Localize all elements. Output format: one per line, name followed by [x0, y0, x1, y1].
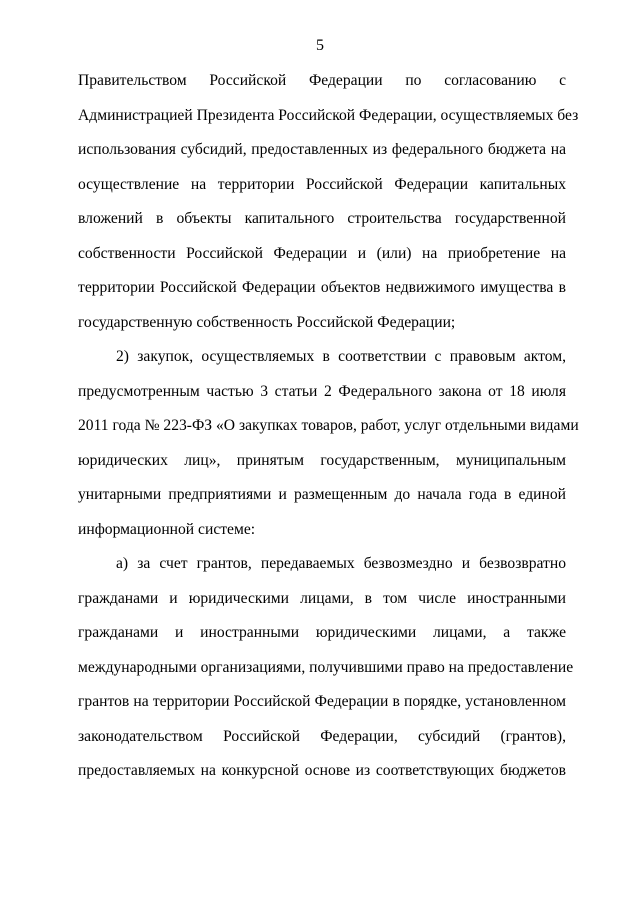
- text-line: международными организациями, получившими право на предоставление: [78, 658, 574, 676]
- text-line: юридических лиц», принятым государственным, муниципальным: [78, 451, 566, 469]
- page-number: 5: [316, 37, 324, 54]
- text-line: вложений в объекты капитального строительства государственной: [78, 210, 566, 227]
- body-text: [78, 64, 579, 789]
- text-line: собственности Российской Федерации и (или) на приобретение на: [78, 244, 566, 262]
- text-line: грантов на территории Российской Федерации в порядке, установленном: [78, 693, 566, 710]
- text-line: унитарными предприятиями и размещенным до начала года в единой: [78, 486, 566, 503]
- text-line: законодательством Российской Федерации, субсидий (грантов),: [78, 727, 566, 745]
- text-line: использования субсидий, предоставленных из федерального бюджета на: [78, 141, 566, 158]
- text-line: гражданами и иностранными юридическими лицами, а также: [78, 624, 566, 641]
- text-line: информационной системе:: [78, 520, 256, 538]
- text-line: 2) закупок, осуществляемых в соответствии с правовым актом,: [116, 348, 566, 365]
- text-line: 2011 года № 223-ФЗ «О закупках товаров, работ, услуг отдельными видами: [78, 417, 579, 434]
- text-line: Администрацией Президента Российской Федерации, осуществляемых без: [78, 106, 579, 124]
- text-line: предоставляемых на конкурсной основе из соответствующих бюджетов: [78, 762, 566, 779]
- text-line: территории Российской Федерации объектов недвижимого имущества в: [78, 279, 566, 296]
- text-line: осуществление на территории Российской Федерации капитальных: [78, 175, 566, 193]
- text-line: государственную собственность Российской Федерации;: [78, 313, 456, 331]
- text-line: а) за счет грантов, передаваемых безвозмездно и безвозвратно: [116, 555, 566, 572]
- paragraph-1: [78, 64, 579, 340]
- text-line: предусмотренным частью 3 статьи 2 Федерального закона от 18 июля: [78, 382, 566, 400]
- text-line: Правительством Российской Федерации по согласованию с: [78, 72, 566, 89]
- paragraph-2: [78, 340, 579, 547]
- paragraph-3: [78, 547, 574, 789]
- text-line: гражданами и юридическими лицами, в том числе иностранными: [78, 589, 566, 607]
